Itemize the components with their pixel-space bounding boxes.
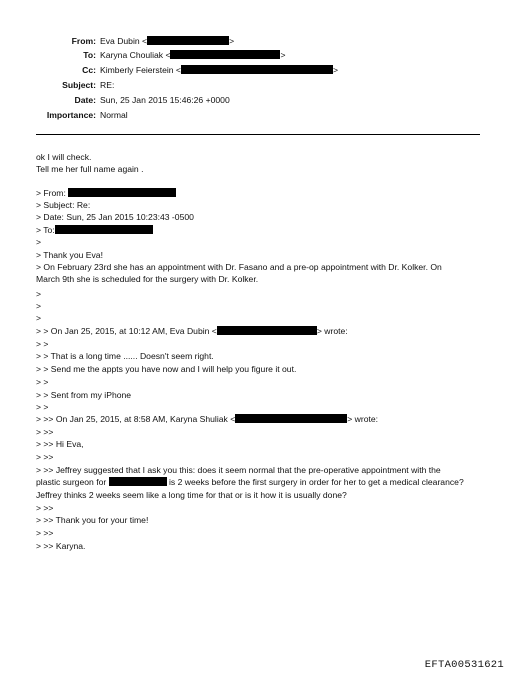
to-label: To: [83,50,96,60]
body-line-with-redaction: plastic surgeon for is 2 weeks before the first surgery in order for her to get a medical clearance? [36,477,464,487]
body-line: March 9th she is scheduled for the surgery with Dr. Kolker. [36,274,259,284]
body-line: Tell me her full name again . [36,164,144,174]
body-line: > >> Thank you for your time! [36,515,149,525]
body-line: > [36,289,42,299]
redaction-box [68,188,176,197]
subject-label: Subject: [62,80,96,90]
quoted-from-line: > From: [36,188,176,199]
body-line: > On February 23rd she has an appointment with Dr. Fasano and a pre-op appointment with Dr. Kolker. On [36,262,442,272]
body-line: > >> [36,528,54,538]
body-line: > >> [36,427,54,437]
date-value: Sun, 25 Jan 2015 15:46:26 +0000 [100,95,230,105]
body-line: > Thank you Eva! [36,250,103,260]
quoted-header-line: > >> On Jan 25, 2015, at 8:58 AM, Karyna Shuliak < > wrote: [36,414,379,424]
body-line: Jeffrey thinks 2 weeks seem like a long time for that or is it how it is usually done? [36,490,347,500]
redaction-box [170,50,280,59]
redaction-box [55,225,153,234]
body-line: > > Send me the appts you have now and I will help you figure it out. [36,364,297,374]
body-line: > > Sent from my iPhone [36,390,132,400]
body-line: > >> Hi Eva, [36,439,84,449]
document-id: EFTA00531621 [424,659,504,671]
body-line: > > [36,377,49,387]
body-line: > > [36,339,49,349]
to-value: Karyna Chouliak < > [100,50,286,60]
cc-label: Cc: [82,65,96,75]
body-line: > [36,301,42,311]
redaction-box [217,326,317,335]
redaction-box [147,36,229,45]
body-line: > >> [36,452,54,462]
importance-value: Normal [100,110,128,120]
cc-value: Kimberly Feierstein < > [100,65,338,75]
from-value: Eva Dubin < > [100,36,235,46]
body-line: > >> Karyna. [36,541,86,551]
date-label: Date: [74,95,96,105]
body-line: > Date: Sun, 25 Jan 2015 10:23:43 -0500 [36,212,194,222]
body-line: > >> Jeffrey suggested that I ask you this: does it seem normal that the pre-operative appointment with the [36,465,441,475]
body-line: > [36,237,42,247]
body-line: > >> [36,503,54,513]
redaction-box [181,65,333,74]
redaction-box [235,414,347,423]
body-line: ok I will check. [36,152,92,162]
importance-label: Importance: [46,110,96,120]
from-label: From: [71,36,96,46]
body-line: > [36,313,42,323]
body-line: > Subject: Re: [36,200,91,210]
subject-value: RE: [100,80,115,90]
quoted-to-line: > To: [36,225,153,236]
header-divider [36,134,480,135]
body-line: > > [36,402,49,412]
redaction-box [109,477,167,486]
quoted-header-line: > > On Jan 25, 2015, at 10:12 AM, Eva Dubin < > wrote: [36,326,348,336]
body-line: > > That is a long time ...... Doesn't seem right. [36,351,214,361]
